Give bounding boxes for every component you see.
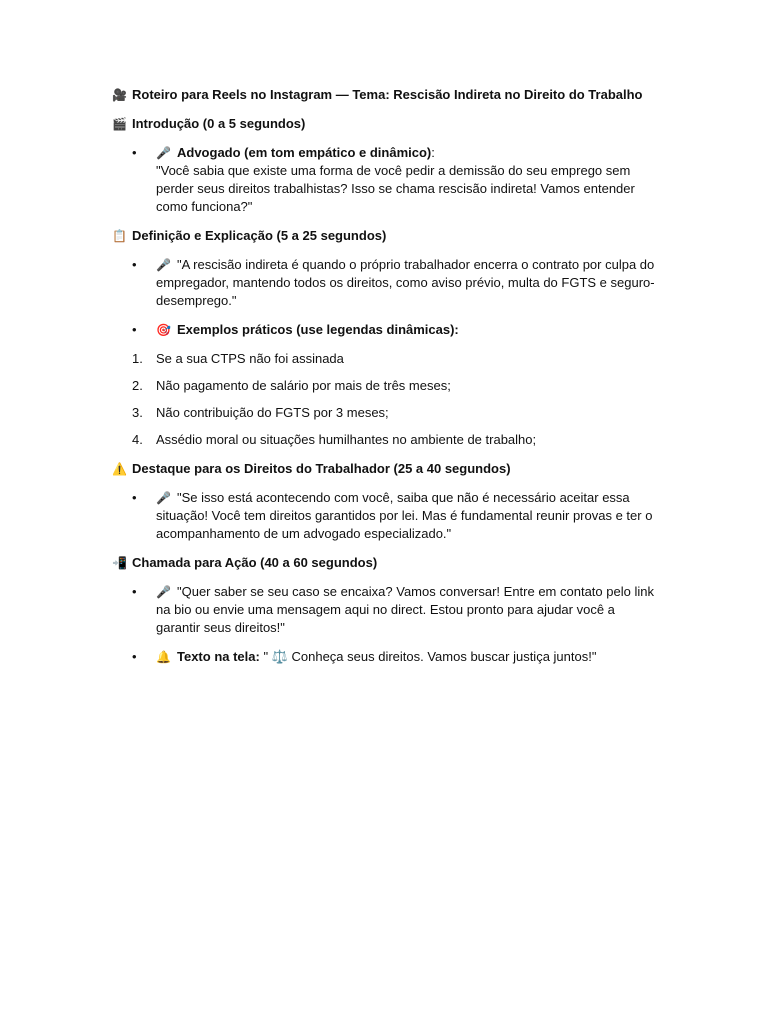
warning-icon: ⚠️ [112, 462, 127, 476]
list-number: 3. [132, 405, 143, 420]
screen-text: Conheça seus direitos. Vamos buscar justiça juntos!" [287, 649, 597, 664]
list-item [112, 404, 657, 422]
bell-icon: 🔔 [156, 650, 171, 664]
cta-bullet-list [112, 583, 657, 666]
list-item [112, 377, 657, 395]
scale-icon: ⚖️ [271, 649, 288, 664]
section-heading-text: Definição e Explicação (5 a 25 segundos) [132, 228, 387, 243]
list-item [112, 256, 657, 310]
list-item [112, 648, 657, 666]
section-heading-text: Chamada para Ação (40 a 60 segundos) [132, 555, 378, 570]
list-text: Não contribuição do FGTS por 3 meses; [156, 405, 389, 420]
microphone-icon: 🎤 [156, 258, 171, 272]
target-icon: 🎯 [156, 323, 171, 337]
list-item [112, 350, 657, 368]
section-heading-text: Introdução (0 a 5 segundos) [132, 116, 306, 131]
colon: : [431, 145, 435, 160]
microphone-icon: 🎤 [156, 146, 171, 160]
list-item [112, 583, 657, 637]
section-heading-intro [112, 115, 657, 133]
rights-bullet-list [112, 489, 657, 543]
speech-text: "Quer saber se seu caso se encaixa? Vamos conversar! Entre em contato pelo link na bio ou envie uma mensagem aqui no direct. Estou pronto para ajudar você a garantir seus direitos!" [156, 584, 654, 635]
list-item [112, 489, 657, 543]
screen-text-label: Texto na tela: [177, 649, 260, 664]
list-item [112, 431, 657, 449]
document-title-text: Roteiro para Reels no Instagram — Tema: Rescisão Indireta no Direito do Trabalho [132, 87, 643, 102]
list-number: 2. [132, 378, 143, 393]
section-heading-definition [112, 227, 657, 245]
microphone-icon: 🎤 [156, 585, 171, 599]
microphone-icon: 🎤 [156, 491, 171, 505]
speaker-label: Advogado (em tom empático e dinâmico) [177, 145, 432, 160]
list-text: Assédio moral ou situações humilhantes no ambiente de trabalho; [156, 432, 537, 447]
section-heading-rights [112, 460, 657, 478]
clapperboard-icon: 🎬 [112, 117, 127, 131]
document-page [112, 86, 657, 677]
list-number: 4. [132, 432, 143, 447]
section-heading-text: Destaque para os Direitos do Trabalhador (25 a 40 segundos) [132, 461, 511, 476]
definition-bullet-list [112, 256, 657, 339]
document-title [112, 86, 657, 104]
quote-open: " [259, 649, 272, 664]
list-number: 1. [132, 351, 143, 366]
intro-bullet-list [112, 144, 657, 216]
mobile-phone-icon: 📲 [112, 556, 127, 570]
list-item [112, 321, 657, 339]
speech-text: "Se isso está acontecendo com você, saiba que não é necessário aceitar essa situação! Você tem direitos garantidos por lei. Mas é fundamental reunir provas e ter o acompanhamento de um advogado especializado." [156, 490, 653, 541]
speech-text: "Você sabia que existe uma forma de você pedir a demissão do seu emprego sem perder seus direitos trabalhistas? Isso se chama rescisão indireta! Vamos entender como funciona?" [156, 163, 635, 214]
clipboard-icon: 📋 [112, 229, 127, 243]
video-camera-icon: 🎥 [112, 88, 127, 102]
list-text: Se a sua CTPS não foi assinada [156, 351, 344, 366]
speech-text: "A rescisão indireta é quando o próprio trabalhador encerra o contrato por culpa do empregador, mantendo todos os direitos, como aviso prévio, multa do FGTS e seguro-desemprego." [156, 257, 655, 308]
examples-label: Exemplos práticos (use legendas dinâmicas): [177, 322, 459, 337]
examples-list [112, 350, 657, 449]
list-text: Não pagamento de salário por mais de três meses; [156, 378, 451, 393]
list-item [112, 144, 657, 216]
section-heading-cta [112, 554, 657, 572]
